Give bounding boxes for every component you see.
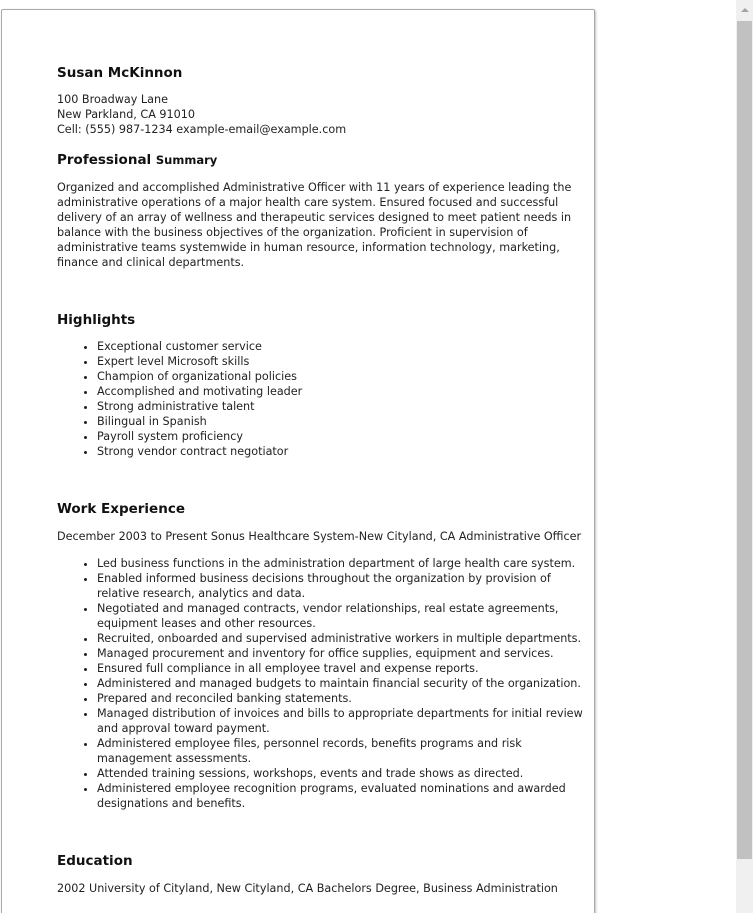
summary-heading-main: Professional: [57, 152, 152, 168]
scrollbar-thumb[interactable]: [737, 21, 752, 859]
highlights-list: [57, 339, 592, 459]
list-item: • Strong vendor contract negotiator: [97, 444, 592, 459]
list-item: • Champion of organizational policies: [97, 369, 592, 384]
list-item: • Attended training sessions, workshops, events and trade shows as directed.: [97, 766, 590, 781]
list-item: • Enabled informed business decisions throughout the organization by provision of relative research, analytics and data.: [97, 571, 590, 601]
list-item: • Prepared and reconciled banking statements.: [97, 691, 590, 706]
chevron-up-icon: [741, 8, 749, 12]
candidate-name: Susan McKinnon: [57, 65, 183, 81]
list-item: • Negotiated and managed contracts, vendor relationships, real estate agreements, equipment leases and other resources.: [97, 601, 590, 631]
list-item: • Administered employee files, personnel records, benefits programs and risk management assessments.: [97, 736, 590, 766]
list-item: • Accomplished and motivating leader: [97, 384, 592, 399]
experience-heading: Work Experience: [57, 501, 185, 517]
highlights-heading: Highlights: [57, 312, 136, 328]
list-item: • Exceptional customer service: [97, 339, 592, 354]
list-item: • Led business functions in the administration department of large health care system.: [97, 556, 590, 571]
address-street: 100 Broadway Lane: [57, 93, 168, 106]
list-item: • Ensured full compliance in all employee travel and expense reports.: [97, 661, 590, 676]
list-item: • Administered employee recognition programs, evaluated nominations and awarded designations and benefits.: [97, 781, 590, 811]
address-city: New Parkland, CA 91010: [57, 108, 196, 121]
list-item: • Expert level Microsoft skills: [97, 354, 592, 369]
list-item: • Strong administrative talent: [97, 399, 592, 414]
list-item: • Managed distribution of invoices and bills to appropriate departments for initial review and approval toward payment.: [97, 706, 590, 736]
summary-heading-small: Summary: [155, 153, 218, 167]
address-contact: Cell: (555) 987-1234 example-email@example.com: [57, 123, 347, 136]
experience-list: [57, 556, 592, 811]
education-line: 2002 University of Cityland, New Cityland, CA Bachelors Degree, Business Administration: [57, 882, 558, 895]
address-block: [57, 92, 592, 137]
summary-heading: [57, 151, 592, 169]
list-item: • Payroll system proficiency: [97, 429, 592, 444]
summary-text: Organized and accomplished Administrative Officer with 11 years of experience leading the administrative operations of a major health care system. Ensured focused and successful delivery of an array of wellness and therapeutic services designed to meet patient needs in balance with the business objectives of the organization. Proficient in supervision of administrative teams systemwide in human resource, information technology, marketing, finance and clinical departments.: [57, 181, 572, 269]
resume-page: [1, 9, 595, 913]
scroll-up-button[interactable]: [736, 1, 753, 18]
resume-content: [57, 64, 592, 896]
list-item: • Recruited, onboarded and supervised administrative workers in multiple departments.: [97, 631, 590, 646]
list-item: • Administered and managed budgets to maintain financial security of the organization.: [97, 676, 590, 691]
vertical-scrollbar[interactable]: [736, 0, 753, 913]
list-item: • Managed procurement and inventory for office supplies, equipment and services.: [97, 646, 590, 661]
education-heading: Education: [57, 853, 133, 869]
list-item: • Bilingual in Spanish: [97, 414, 592, 429]
job-line: December 2003 to Present Sonus Healthcare System-New Cityland, CA Administrative Officer: [57, 530, 582, 543]
